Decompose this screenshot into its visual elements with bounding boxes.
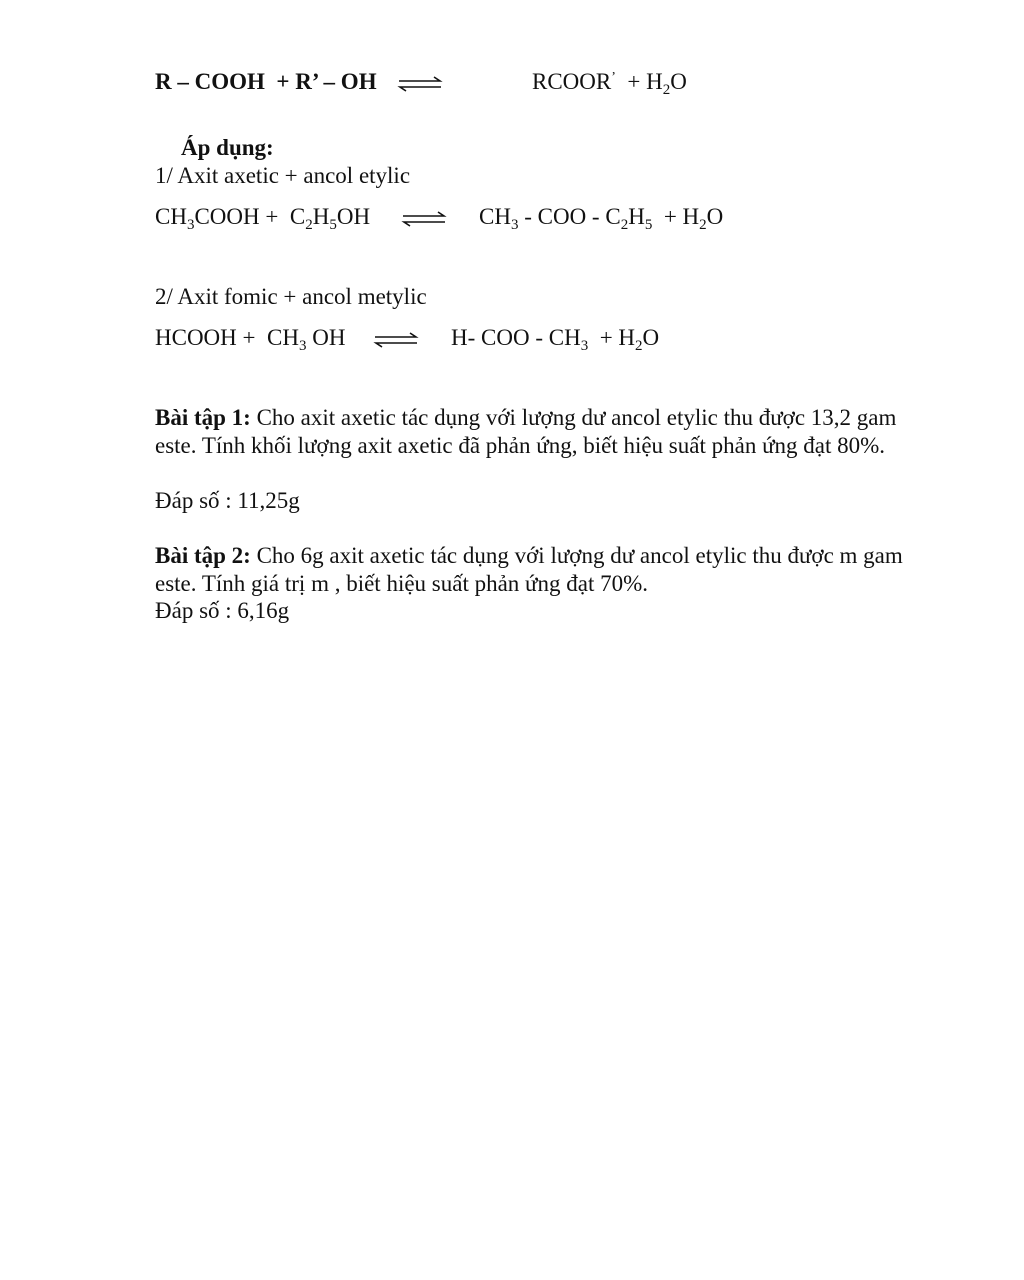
p1-sub: 3	[580, 338, 589, 354]
general-reactants	[155, 68, 377, 96]
ester-formula: RCOOR	[532, 69, 612, 94]
r1-sub: 3	[186, 217, 195, 233]
p2: + H	[599, 325, 636, 350]
general-products	[532, 68, 687, 96]
p2-o: O	[642, 325, 660, 350]
p2-o: O	[706, 204, 724, 229]
exercise1-label: Bài tập 1:	[155, 405, 251, 430]
r2-tail: OH	[306, 325, 346, 350]
acid-formula: R – COOH	[155, 69, 265, 94]
p2-sub: 2	[699, 217, 707, 233]
r2-mid: H	[312, 204, 330, 229]
r2-sub1: 2	[305, 217, 313, 233]
r2-tail: OH	[336, 204, 371, 229]
exercise2	[155, 542, 905, 598]
equilibrium-arrow-icon	[373, 332, 419, 348]
exercise1-text: Cho axit axetic tác dụng với lượng dư ancol etylic thu được 13,2 gam este. Tính khối lượng axit axetic đã phản ứng, biết hiệu suất phản ứng đạt 80%.	[155, 405, 897, 458]
example2-products	[451, 324, 659, 352]
p1-sub: 3	[510, 217, 519, 233]
p1: H- COO - CH	[451, 325, 581, 350]
r2: C	[289, 204, 306, 229]
example2-title: 2/ Axit fomic + ancol metylic	[155, 284, 427, 309]
r2-sub2: 5	[329, 217, 337, 233]
p1: CH	[479, 204, 511, 229]
r2-sub: 3	[298, 338, 307, 354]
example1-title: 1/ Axit axetic + ancol etylic	[155, 163, 411, 188]
water-sub: 2	[662, 82, 671, 98]
alcohol-formula: + R’ – OH	[276, 69, 377, 94]
exercise2-answer: Đáp số : 6,16g	[155, 598, 290, 623]
p1-mid: - COO - C	[518, 204, 621, 229]
example2-reactants	[155, 324, 345, 352]
exercise1	[155, 404, 905, 460]
r1: CH	[155, 204, 187, 229]
p1-h: H	[628, 204, 645, 229]
p1-sub2: 2	[620, 217, 629, 233]
r1-tail: COOH +	[194, 204, 279, 229]
equilibrium-arrow-icon	[397, 76, 443, 92]
exercise2-label: Bài tập 2:	[155, 543, 251, 568]
prime-mark: ’	[611, 70, 616, 85]
exercise1-answer: Đáp số : 11,25g	[155, 488, 300, 513]
example1-reactants	[155, 203, 370, 231]
p2-sub: 2	[635, 338, 643, 354]
exercise2-text: Cho 6g axit axetic tác dụng với lượng dư ancol etylic thu được m gam este. Tính giá trị m , biết hiệu suất phản ứng đạt 70%.	[155, 543, 903, 596]
water-o: O	[670, 69, 687, 94]
r1: HCOOH +	[155, 325, 256, 350]
equilibrium-arrow-icon	[401, 211, 447, 227]
example1-products	[479, 203, 723, 231]
p2: + H	[663, 204, 700, 229]
r2: CH	[267, 325, 299, 350]
p1-sub3: 5	[644, 217, 653, 233]
apply-heading: Áp dụng:	[181, 135, 274, 160]
water-h: + H	[627, 69, 663, 94]
